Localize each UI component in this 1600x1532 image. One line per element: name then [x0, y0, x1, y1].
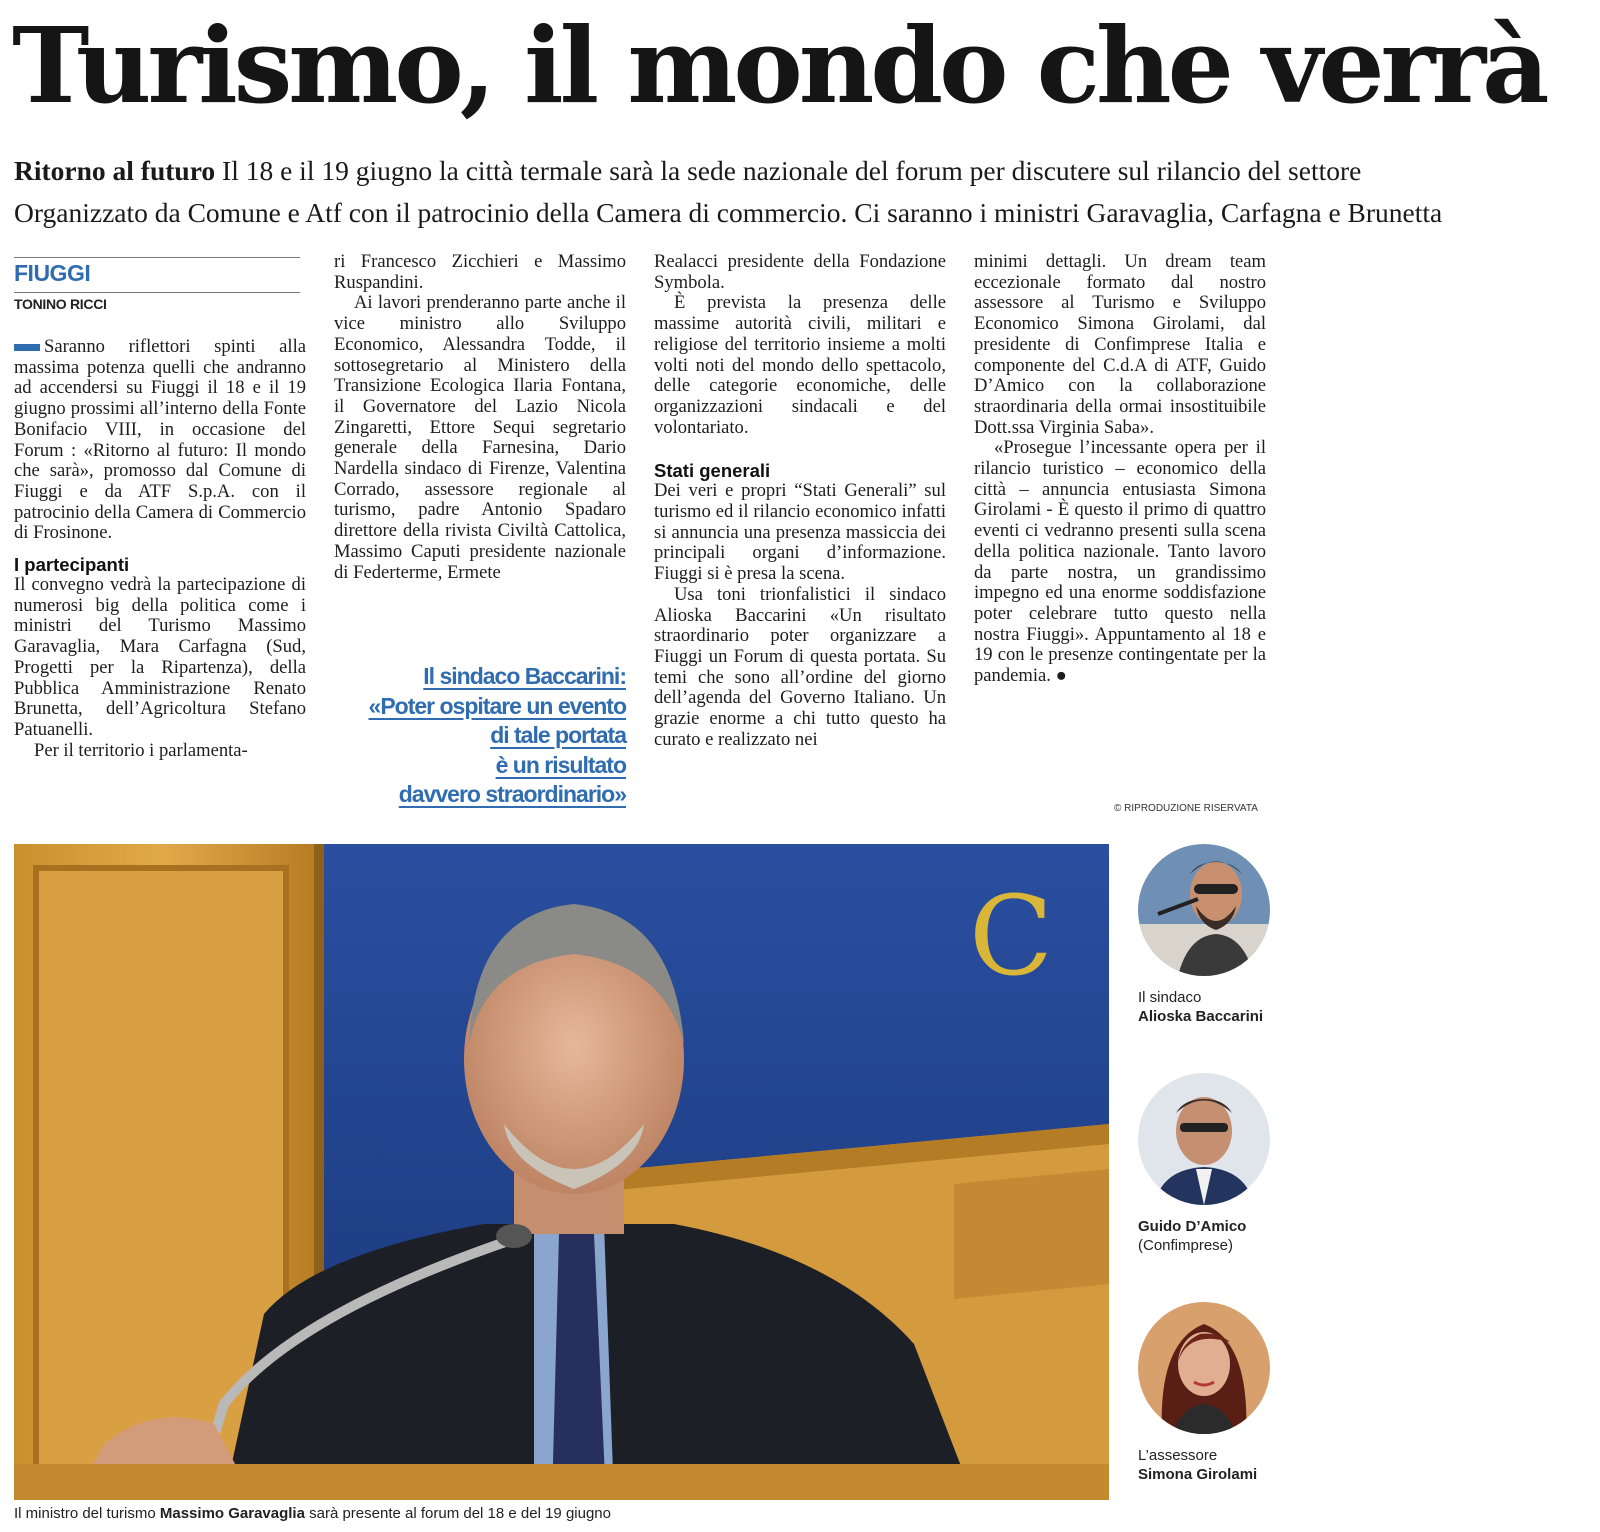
article-column-2: [334, 252, 626, 583]
paragraph-text: «Prosegue l’incessante opera per il rilancio turistico – economico della città – annuncia entusiasta Simona Girolami - È questo il primo di quattro eventi ci vedranno presenti sulla scena della politica nazionale. Tanto lavoro da parte nostra, un grandissimo impegno ed una enorme soddisfazione poter celebrare tutto questo nella nostra Fiuggi». Appuntamento al 18 e 19 con le presenze contingentate per la pandemia.: [974, 437, 1266, 687]
article-column-4: [974, 252, 1266, 687]
profile-caption-girolami: [1138, 1446, 1257, 1484]
byline: TONINO RICCI: [14, 296, 107, 312]
paragraph: Dei veri e propri “Stati Generali” sul turismo ed il rilancio economico infatti si annuncia una presenza massiccia dei principali organi d’informazione. Fiuggi si è presa la scena.: [654, 480, 946, 585]
paragraph: [974, 438, 1266, 686]
profile-name: Guido D’Amico: [1138, 1218, 1247, 1235]
pull-quote-line: davvero straordinario»: [398, 781, 626, 807]
headline: Turismo, il mondo che verrà: [12, 4, 1546, 127]
deck-text-1: Il 18 e il 19 giugno la città termale sarà la sede nazionale del forum per discutere sul rilancio del settore: [215, 155, 1362, 186]
pull-quote-line: Il sindaco Baccarini:: [423, 663, 626, 689]
section-rule-bottom: [14, 292, 300, 293]
profile-role: (Confimprese): [1138, 1237, 1234, 1254]
avatar-girolami: [1138, 1302, 1270, 1434]
deck-line-2: Organizzato da Comune e Atf con il patrocinio della Camera di commercio. Ci saranno i ministri Garavaglia, Carfagna e Brunetta: [14, 197, 1443, 228]
minister-photo-illustration: [14, 844, 1109, 1500]
photo-caption: [14, 1505, 611, 1522]
portrait-illustration: [1138, 1302, 1270, 1434]
pull-quote-line: è un risultato: [495, 751, 626, 778]
wall-letter: C: [969, 872, 1054, 1000]
article-column-1: [14, 337, 306, 761]
copyright-note: © RIPRODUZIONE RISERVATA: [1114, 803, 1258, 814]
article-column-3: [654, 252, 946, 750]
profile-role: L’assessore: [1138, 1447, 1218, 1464]
caption-name: Massimo Garavaglia: [159, 1505, 305, 1522]
pull-quote-line: di tale portata: [490, 722, 626, 748]
paragraph-text: Saranno riflettori spinti alla massima potenza quelli che andranno ad accendersi su Fiuggi il 18 e il 19 giugno prossimi all’interno della Fonte Bonifacio VIII, in occasione del Forum : «Ritorno al futuro: Il mondo che sarà», promosso dal Comune di Fiuggi e da ATF S.p.A. con il patrocinio della Camera di Commercio di Frosinone.: [14, 336, 306, 544]
pull-quote-line: «Poter ospitare un evento: [368, 692, 626, 719]
caption-text: Il ministro del turismo: [14, 1505, 160, 1522]
paragraph: È prevista la presenza delle massime autorità civili, militari e religiose del territorio insieme a molti volti noti del mondo dello spettacolo, delle categorie economiche, delle organizzazioni sindacali e del volontariato.: [654, 292, 946, 438]
portrait-illustration: [1138, 1073, 1270, 1205]
caption-text: sarà presente al forum del 18 e del 19 giugno: [304, 1505, 611, 1522]
paragraph: Realacci presidente della Fondazione Symbola.: [654, 251, 946, 293]
profile-name: Alioska Baccarini: [1138, 1008, 1264, 1025]
lead-mark-icon: [14, 344, 40, 351]
paragraph: Usa toni trionfalistici il sindaco Alioska Baccarini «Un risultato straordinario poter organizzare a Fiuggi un Forum di questa portata. Su temi che sono all’ordine del giorno dell’agenda del Governo Italiano. Un grazie enorme a chi tutto questo ha curato e realizzato nei: [654, 583, 946, 750]
profile-caption-baccarini: [1138, 988, 1263, 1026]
avatar-baccarini: [1138, 844, 1270, 976]
subhead-participants: I partecipanti: [14, 554, 130, 576]
profile-role: Il sindaco: [1138, 989, 1202, 1006]
section-label: FIUGGI: [14, 260, 91, 286]
section-rule-top: [14, 257, 300, 258]
pull-quote: [332, 662, 626, 810]
paragraph: Ai lavori prenderanno parte anche il vice ministro allo Sviluppo Economico, Alessandra Todde, il sottosegretario al Ministero della Transizione Ecologica Ilaria Fontana, il Governatore del Lazio Nicola Zingaretti, Ettore Sequi segretario generale della Farnesina, Dario Nardella sindaco di Firenze, Valentina Corrado, assessore regionale al turismo, padre Antonio Spadaro direttore della rivista Civiltà Cattolica, Massimo Caputi presidente nazionale di Federterme, Ermete: [334, 292, 626, 583]
paragraph: ri Francesco Zicchieri e Massimo Ruspandini.: [334, 251, 626, 293]
paragraph: [14, 337, 306, 544]
end-mark-icon: ●: [1055, 665, 1067, 687]
portrait-illustration: [1138, 844, 1270, 976]
profile-caption-damico: [1138, 1217, 1246, 1255]
avatar-damico: [1138, 1073, 1270, 1205]
deck-lead: Ritorno al futuro: [14, 155, 216, 186]
paragraph: Il convegno vedrà la partecipazione di numerosi big della politica come i ministri del Turismo Massimo Garavaglia, Mara Carfagna (Sud, Progetti per la Ripartenza), della Pubblica Amministrazione Renato Brunetta, dell’Agricoltura Stefano Patuanelli.: [14, 574, 306, 740]
deck-line-1: [14, 151, 1594, 191]
main-photo: [14, 844, 1109, 1500]
subhead-stati-generali: Stati generali: [654, 460, 771, 482]
profile-name: Simona Girolami: [1138, 1466, 1258, 1483]
paragraph: Per il territorio i parlamenta-: [34, 739, 248, 761]
paragraph: minimi dettagli. Un dream team eccezionale formato dal nostro assessore al Turismo e Sviluppo Economico Simona Girolami, dal presidente di Confimprese Italia e componente del C.d.A di ATF, Guido D’Amico con la collaborazione straordinaria della ormai insostituibile Dott.ssa Virginia Saba».: [974, 251, 1266, 438]
